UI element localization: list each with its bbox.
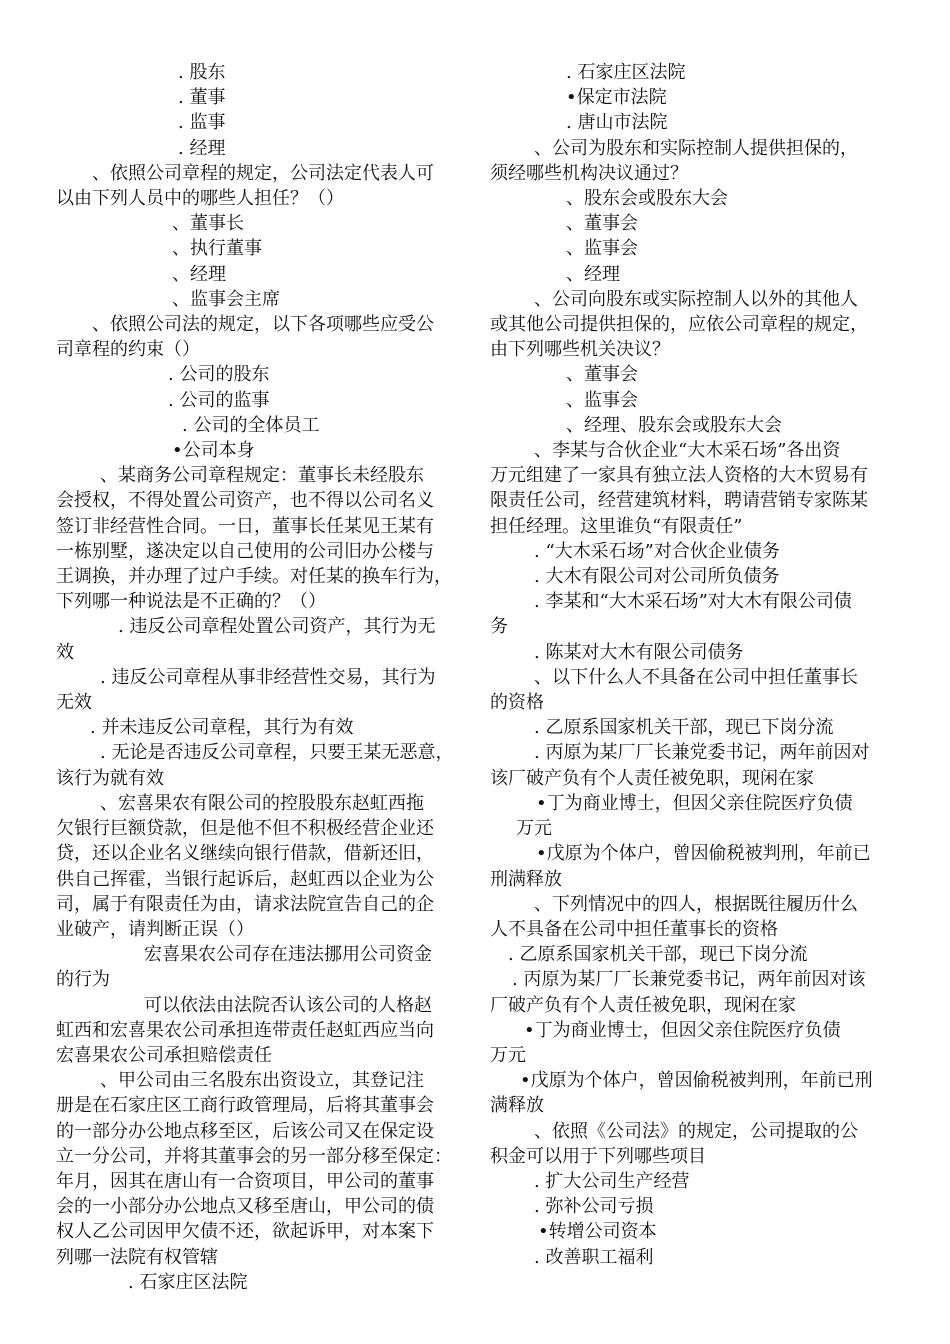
text-line: 务 (490, 616, 508, 638)
text-line: 以由下列人员中的哪些人担任？（） (56, 188, 344, 210)
text-line: •戊原为个体户，曾因偷税被判刑，年前已刑 (520, 1070, 873, 1092)
text-line: 该行为就有效 (56, 767, 164, 789)
text-line: 的一部分办公地点移至区，后该公司又在保定设 (56, 1120, 434, 1142)
text-line: . 扩大公司生产经营 (534, 1170, 690, 1192)
text-line: •丁为商业博士，但因父亲住院医疗负债 (536, 792, 853, 814)
text-line: 、依照《公司法》的规定，公司提取的公 (534, 1120, 858, 1142)
text-line: . 唐山市法院 (566, 112, 668, 134)
text-line: 立一分公司，并将其董事会的另一部分移至保定： (56, 1145, 452, 1167)
text-line: 、经理 (566, 263, 620, 285)
text-line: . 大木有限公司对公司所负债务 (534, 566, 780, 588)
text-line: 该厂破产负有个人责任被免职，现闲在家 (490, 767, 814, 789)
text-line: 王调换，并办理了过户手续。对任某的换车行为， (56, 566, 452, 588)
text-line: . 石家庄区法院 (566, 62, 686, 83)
text-line: 供自己挥霍，当银行起诉后，赵虹西以企业为公 (56, 868, 434, 890)
text-line: 、宏喜果农有限公司的控股股东赵虹西拖 (100, 792, 424, 814)
text-line: 、董事长 (172, 213, 244, 235)
text-line: . 公司的全体员工 (182, 414, 320, 436)
text-line: 、执行董事 (172, 238, 262, 260)
text-line: . 改善职工福利 (534, 1246, 654, 1268)
text-line: 人不具备在公司中担任董事长的资格 (490, 918, 778, 940)
text-line: 、公司为股东和实际控制人提供担保的， (534, 137, 858, 159)
text-line: . 丙原为某厂厂长兼党委书记，两年前因对 (534, 742, 870, 764)
text-line: 刑满释放 (490, 868, 562, 890)
text-line: . “大木采石场”对合伙企业债务 (534, 540, 780, 562)
text-line: 、以下什么人不具备在公司中担任董事长 (534, 666, 858, 688)
text-line: 的行为 (56, 969, 110, 991)
text-line: 册是在石家庄区工商行政管理局，后将其董事会 (56, 1095, 434, 1117)
text-line: 万元 (490, 1044, 526, 1066)
text-line: . 李某和“大木采石场”对大木有限公司债 (534, 591, 852, 613)
text-line: 或其他公司提供担保的，应依公司章程的规定， (490, 314, 868, 336)
text-line: •转增公司资本 (538, 1221, 657, 1243)
text-line: 、甲公司由三名股东出资设立，其登记注 (100, 1070, 424, 1092)
text-line: 效 (56, 641, 74, 663)
text-line: •公司本身 (172, 440, 255, 462)
text-line: . 违反公司章程处置公司资产，其行为无 (118, 616, 436, 638)
text-line: 担任经理。这里谁负“有限责任” (490, 515, 743, 537)
text-line: 可以依法由法院否认该公司的人格赵 (144, 994, 432, 1016)
text-line: 贷，还以企业名义继续向银行借款，借新还旧， (56, 843, 434, 865)
text-line: . 无论是否违反公司章程，只要王某无恶意， (100, 742, 454, 764)
text-line: . 并未违反公司章程，其行为有效 (90, 717, 354, 739)
text-line: 积金可以用于下列哪些项目 (490, 1145, 706, 1167)
text-line: 权人乙公司因甲欠债不还，欲起诉甲，对本案下 (56, 1221, 434, 1243)
text-line: 、公司向股东或实际控制人以外的其他人 (534, 288, 858, 310)
text-line: 、依照公司章程的规定，公司法定代表人可 (92, 162, 434, 184)
text-line: 宏喜果农公司存在违法挪用公司资金 (144, 944, 432, 966)
text-line: . 乙原系国家机关干部，现已下岗分流 (508, 944, 808, 966)
text-line: •戊原为个体户，曾因偷税被判刑，年前已 (536, 843, 871, 865)
text-line: 万元组建了一家具有独立法人资格的大木贸易有 (490, 465, 868, 487)
text-line: 满释放 (490, 1095, 544, 1117)
text-line: . 公司的股东 (168, 364, 270, 386)
text-line: 的资格 (490, 692, 544, 714)
text-line: 限责任公司，经营建筑材料，聘请营销专家陈某 (490, 490, 868, 512)
text-line: 下列哪一种说法是不正确的？（） (56, 591, 326, 613)
text-line: 一栋别墅，遂决定以自己使用的公司旧办公楼与 (56, 540, 434, 562)
right-column (490, 60, 900, 1270)
text-line: 司，属于有限责任为由，请求法院宣告自己的企 (56, 893, 434, 915)
text-line: •保定市法院 (566, 87, 667, 109)
text-line: 、李某与合伙企业“大木采石场”各出资 (534, 440, 841, 462)
text-line: 司章程的约束（） (56, 339, 200, 361)
text-line: 、监事会主席 (172, 288, 280, 310)
text-line: 万元 (516, 818, 552, 840)
text-line: 须经哪些机构决议通过？ (490, 162, 688, 184)
text-line: 会的一小部分办公地点又移至唐山，甲公司的债 (56, 1196, 434, 1218)
text-line: 、董事会 (566, 364, 638, 386)
text-line: 、经理 (172, 263, 226, 285)
text-line: 无效 (56, 692, 92, 714)
text-line: 宏喜果农公司承担赔偿责任 (56, 1044, 272, 1066)
text-line: 欠银行巨额贷款，但是他不但不积极经营企业还 (56, 818, 434, 840)
text-line: . 乙原系国家机关干部，现已下岗分流 (534, 717, 834, 739)
text-line: . 股东 (178, 62, 226, 83)
text-line: . 违反公司章程从事非经营性交易，其行为 (100, 666, 436, 688)
text-line: 虹西和宏喜果农公司承担连带责任赵虹西应当向 (56, 1019, 434, 1041)
text-line: . 董事 (178, 87, 226, 109)
text-line: •丁为商业博士，但因父亲住院医疗负债 (524, 1019, 841, 1041)
text-line: . 弥补公司亏损 (534, 1196, 654, 1218)
text-line: . 经理 (178, 137, 226, 159)
text-line: 、监事会 (566, 238, 638, 260)
text-line: 由下列哪些机关决议？ (490, 339, 670, 361)
text-line: 、董事会 (566, 213, 638, 235)
text-line: . 丙原为某厂厂长兼党委书记，两年前因对该 (512, 969, 866, 991)
text-line: 列哪一法院有权管辖 (56, 1246, 218, 1268)
text-line: . 石家庄区法院 (128, 1271, 248, 1293)
text-line: 签订非经营性合同。一日，董事长任某见王某有 (56, 515, 434, 537)
text-line: 、某商务公司章程规定：董事长未经股东 (100, 465, 424, 487)
text-line: . 陈某对大木有限公司债务 (534, 641, 744, 663)
text-line: 会授权，不得处置公司资产，也不得以公司名义 (56, 490, 434, 512)
text-line: 年月，因其在唐山有一合资项目，甲公司的董事 (56, 1170, 434, 1192)
left-column (56, 60, 466, 1295)
text-line: 、股东会或股东大会 (566, 188, 728, 210)
text-line: . 公司的监事 (168, 389, 270, 411)
text-line: . 监事 (178, 112, 226, 134)
text-line: 厂破产负有个人责任被免职，现闲在家 (490, 994, 796, 1016)
text-line: 、下列情况中的四人，根据既往履历什么 (534, 893, 858, 915)
text-line: 、依照公司法的规定，以下各项哪些应受公 (92, 314, 434, 336)
text-line: 业破产，请判断正误（） (56, 918, 254, 940)
text-line: 、经理、股东会或股东大会 (566, 414, 782, 436)
text-line: 、监事会 (566, 389, 638, 411)
